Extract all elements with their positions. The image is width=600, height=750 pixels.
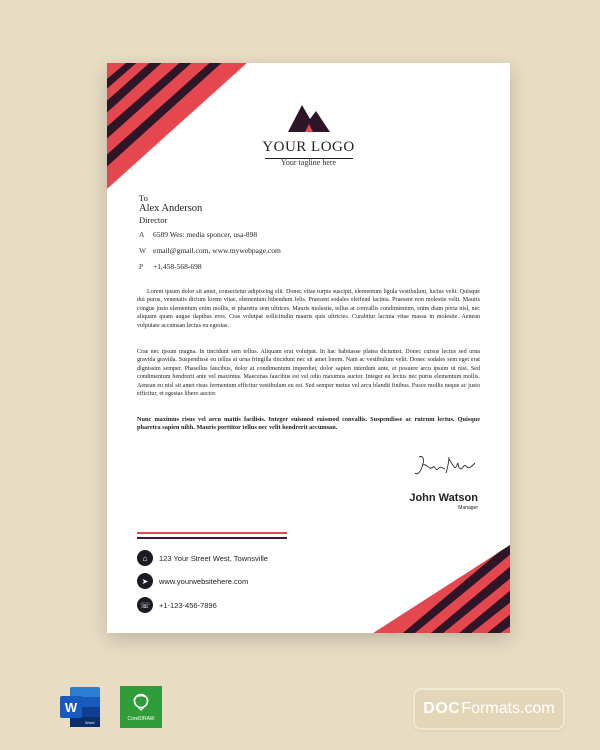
- contact-address: [137, 550, 268, 566]
- body-paragraph-3: [137, 416, 480, 433]
- info-label: A: [139, 230, 145, 239]
- info-address: [139, 230, 257, 239]
- svg-text:W: W: [64, 700, 78, 715]
- docformats-brand-badge[interactable]: [413, 688, 565, 730]
- contact-text: 123 Your Street West, Townsville: [159, 553, 268, 563]
- corel-label: CorelDRAW: [127, 716, 155, 722]
- divider-dark: [137, 537, 287, 539]
- phone-icon: ☏: [137, 597, 153, 613]
- home-icon: ⌂: [137, 550, 153, 566]
- word-label: Word: [85, 720, 95, 725]
- recipient-name: Alex Anderson: [139, 203, 203, 214]
- coreldraw-logo-icon: [120, 686, 162, 728]
- info-value: email@gmail.com, www.mywebpage.com: [153, 246, 281, 255]
- body-paragraph-1: [137, 288, 480, 330]
- recipient-title: Director: [139, 215, 168, 225]
- contact-website: [137, 573, 248, 589]
- info-web: [139, 246, 281, 255]
- word-app-icon[interactable]: [60, 687, 100, 727]
- brand-doc: DOC: [423, 700, 461, 717]
- brand-formats: Formats.com: [461, 700, 555, 717]
- handwritten-signature: [413, 451, 477, 485]
- info-value: +1,458-568-698: [153, 262, 202, 271]
- recipient-to: To: [139, 193, 148, 203]
- info-phone: [139, 262, 202, 271]
- coreldraw-app-icon[interactable]: [120, 686, 162, 728]
- contact-phone: [137, 597, 217, 613]
- logo-text: YOUR LOGO: [262, 139, 355, 155]
- contact-text: www.yourwebsitehere.com: [159, 576, 249, 586]
- contact-text: +1-123-456-7896: [159, 600, 217, 610]
- signer-name: John Watson: [409, 492, 478, 504]
- info-label: P: [139, 262, 144, 271]
- logo-mark-icon: [288, 99, 330, 133]
- divider-red: [137, 532, 287, 534]
- tagline: Your tagline here: [280, 158, 337, 167]
- send-icon: ➤: [137, 573, 153, 589]
- signer-title: Manager: [458, 505, 478, 511]
- letterhead-page: [107, 63, 510, 633]
- paragraph-text: Cras nec ipsum magna. In tincidunt sem tellus. Aliquam erat volutpat. In hac habitasse platea dictumst. Donec cursus lectus sed urna gravida gravida. Suspendisse eu tellus at urna fringilla tincidunt nec sit amet lorem. Nam ac vestibulum velit. Donec sodales sem eget erat dignissim semper. Phasellus faucibus, dolor at condimentum imperdiet, dolor sapien interdum ante, et posuere arcu ipsum ut nisi. Sed condimentum hendrerit ante vel maximus. Maecenas faucibus est vel odio maximus auctor. Integer eu lectus nec purus elementum mollis. Aenean eu nisl sit amet risus fermentum efficitur vestibulum eu est. Sed semper metus vel arcu blandit finibus. Fusce mollis neque ac justo efficitur, et egestas libero auctor.: [137, 349, 480, 398]
- body-paragraph-2: [137, 348, 480, 398]
- info-label: W: [139, 246, 147, 255]
- info-value: 6589 Wes: media sponcer, usa-898: [153, 230, 258, 239]
- paragraph-text: Nunc maximus risus vel arcu mattis facilisis. Integer euismod euismod convallis. Suspendisse ac rutrum lectus. Quisque pharetra sapien nibh. Mauris porttitor tellus nec velit hendrerit accumsan.: [137, 416, 480, 432]
- recipient-block: [139, 193, 202, 225]
- paragraph-text: Lorem ipsum dolor sit amet, consectetur adipiscing elit. Donec vitae turpis suscipit, elementum ligula vestibulum, luctus velit. Quisque dui purus, venenatis dictum lorem vitae, elementum bibendum felis. Praesent sodales eleifend lacinia. Praesent non molestie velit. Mauris congue justo elementum enim mollis, et pharetra sem ultrices. Mauris molestie, tellus at convallis condimentum, enim diam porta nisl, nec aliquam quam augue dapibus eros. Cras volutpat sollicitudin mauris quis ultricies. Curabitur lacinia vitae massa in molestie. Aenean vulputate accumsan lectus eu egestas.: [137, 289, 480, 329]
